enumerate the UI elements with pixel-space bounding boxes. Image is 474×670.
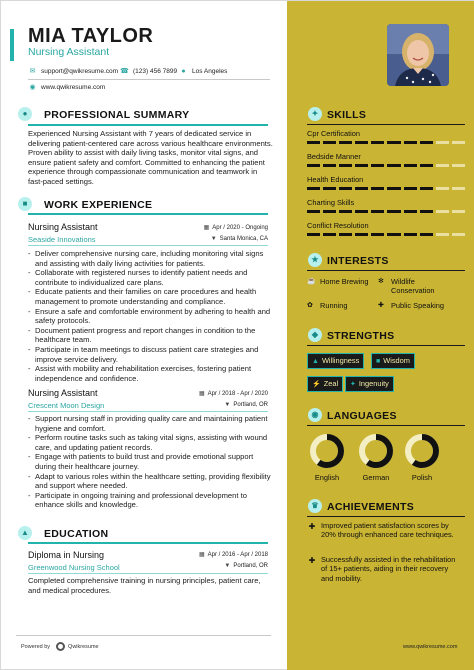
pawprint-icon: ✿: [307, 302, 313, 309]
skill-level-segment: [339, 233, 352, 236]
interest-item: [307, 277, 368, 286]
footer-divider: [16, 635, 271, 636]
skill-level-segment: [307, 141, 320, 144]
calendar-icon: ▦: [198, 552, 205, 558]
strength-badge: [345, 376, 394, 392]
skill-level-segment: [404, 141, 417, 144]
skill-level-segment: [436, 141, 449, 144]
interests-icon: ★: [308, 253, 322, 267]
strength-label: Zeal: [323, 379, 339, 388]
skill-level-segment: [355, 187, 368, 190]
job-1-bullet: - Participate in team meetings to discuss patient care strategies and improve service delivery.: [28, 345, 273, 364]
interest-item: [378, 277, 458, 295]
skill-level-segment: [355, 141, 368, 144]
strength-label: Ingenuity: [358, 379, 389, 388]
job-2-location-text: Portland, OR: [233, 402, 268, 408]
job-2-dates: [181, 390, 268, 397]
skill-level-segment: [355, 164, 368, 167]
experience-heading: WORK EXPERIENCE: [44, 199, 153, 211]
strength-label: Wisdom: [383, 356, 410, 365]
contact-divider: [28, 79, 270, 80]
education-dates: [181, 551, 268, 558]
skill-level-bar: [307, 233, 465, 236]
skill-level-segment: [436, 210, 449, 213]
job-1-title: Nursing Assistant: [28, 222, 98, 232]
footer-powered-text: Powered by: [21, 643, 51, 650]
summary-heading-rule: [28, 124, 268, 126]
job-2-rule: [28, 411, 268, 412]
language-label: English: [314, 473, 340, 482]
strength-badge: [307, 376, 343, 392]
lightbulb-icon: ✦: [308, 107, 322, 121]
skill-level-bar: [307, 141, 465, 144]
interest-label: Home Brewing: [320, 277, 369, 286]
skill-level-segment: [307, 164, 320, 167]
skill-level-segment: [436, 164, 449, 167]
job-2-company: Crescent Moon Design: [28, 401, 105, 410]
education-dates-text: Apr / 2016 - Apr / 2018: [207, 552, 268, 558]
skill-level-segment: [387, 210, 400, 213]
website-contact[interactable]: [28, 83, 105, 92]
skill-name: Charting Skills: [307, 198, 355, 207]
skill-level-segment: [339, 187, 352, 190]
skill-level-segment: [452, 141, 465, 144]
languages-heading-rule: [307, 425, 465, 426]
skill-level-segment: [371, 141, 384, 144]
job-2-bullet: - Adapt to various roles within the healthcare setting, providing flexibility and support where needed.: [28, 472, 273, 491]
summary-heading: PROFESSIONAL SUMMARY: [44, 109, 190, 121]
trophy-icon: ♛: [308, 499, 322, 513]
skill-level-segment: [339, 141, 352, 144]
job-2-title: Nursing Assistant: [28, 388, 98, 398]
achievement-bullet-icon: ✚: [308, 556, 316, 565]
job-1-bullet: - Educate patients and their families on care procedures and health management to promote understanding and compliance.: [28, 287, 273, 306]
location-pin-icon: ●: [181, 68, 186, 75]
job-1-rule: [28, 245, 268, 246]
job-1-bullet: - Document patient progress and report changes in condition to the healthcare team.: [28, 326, 273, 345]
skill-level-segment: [323, 164, 336, 167]
skill-level-segment: [339, 210, 352, 213]
strengths-heading-rule: [307, 345, 465, 346]
thumbs-up-icon: ▲: [312, 358, 319, 365]
book-icon: ■: [376, 358, 381, 365]
email-text: support@qwikresume.com: [41, 68, 119, 75]
job-2-location: [191, 402, 268, 408]
skill-name: Cpr Certification: [307, 129, 360, 138]
location-pin-icon: ▼: [210, 236, 217, 242]
job-1-bullet: - Assist with mobility and rehabilitation exercises, fostering patient independence and confidence.: [28, 364, 273, 383]
strength-label: Willingness: [321, 356, 360, 365]
summary-user-icon: ●: [18, 107, 32, 121]
skill-level-segment: [387, 164, 400, 167]
achievement-text: Improved patient satisfaction scores by 20% through enhanced care techniques.: [321, 521, 454, 540]
phone-text: (123) 456 7899: [133, 68, 178, 75]
job-1-bullet: - Deliver comprehensive nursing care, including monitoring vital signs and assisting with daily living activities for patients.: [28, 249, 273, 268]
website-text: www.qwikresume.com: [41, 84, 106, 91]
skill-level-segment: [420, 233, 433, 236]
globe-icon: ◉: [29, 84, 36, 91]
job-2-bullet: - Perform routine tasks such as taking vital signs, assisting with wound care, and updating patient records.: [28, 433, 273, 452]
profile-photo-illustration: [387, 24, 449, 86]
strengths-heading: STRENGTHS: [327, 330, 395, 342]
skill-level-segment: [371, 210, 384, 213]
job-1-location-text: Santa Monica, CA: [219, 236, 268, 242]
strengths-icon: ◆: [308, 328, 322, 342]
interests-heading: INTERESTS: [327, 255, 389, 267]
job-1-location: [191, 236, 268, 242]
job-1-bullet: - Collaborate with registered nurses to identify patient needs and contribute to individualized care plans.: [28, 268, 273, 287]
skill-level-segment: [323, 187, 336, 190]
mug-icon: ☕: [307, 278, 316, 285]
email-icon: ✉: [29, 68, 36, 75]
skill-level-segment: [355, 233, 368, 236]
skill-level-segment: [371, 164, 384, 167]
language-label: German: [362, 473, 390, 482]
interest-item: [378, 301, 444, 310]
interest-item: [307, 301, 348, 310]
job-2-bullet: - Participate in ongoing training and professional development to enhance skills and knowledge.: [28, 491, 273, 510]
graduation-cap-icon: ▲: [18, 526, 32, 540]
paw-icon: ✻: [378, 278, 384, 285]
briefcase-icon: ■: [18, 197, 32, 211]
footer-powered-by[interactable]: [21, 642, 99, 651]
job-1-bullet: - Ensure a safe and comfortable environment by adhering to health and safety protocols.: [28, 307, 273, 326]
experience-heading-rule: [28, 213, 268, 215]
job-2-dates-text: Apr / 2018 - Apr / 2020: [207, 391, 268, 397]
skill-level-segment: [387, 141, 400, 144]
qwikresume-logo-icon: [56, 642, 65, 651]
skill-level-segment: [387, 233, 400, 236]
interests-heading-rule: [307, 270, 465, 271]
candidate-name: MIA TAYLOR: [28, 25, 154, 47]
skill-level-bar: [307, 210, 465, 213]
education-rule: [28, 573, 268, 574]
skills-heading: SKILLS: [327, 109, 367, 121]
bolt-icon: ⚡: [312, 381, 321, 388]
skill-level-segment: [420, 164, 433, 167]
education-degree: Diploma in Nursing: [28, 550, 105, 560]
skill-level-segment: [371, 233, 384, 236]
job-2-bullet: - Support nursing staff in providing quality care and maintaining patient hygiene and comfort.: [28, 414, 273, 433]
skill-level-segment: [452, 164, 465, 167]
profile-photo: [387, 24, 449, 86]
interest-label: Public Speaking: [391, 301, 445, 310]
skill-level-segment: [307, 233, 320, 236]
achievements-heading-rule: [307, 516, 465, 517]
lightbulb-icon: ✦: [350, 381, 356, 388]
job-1-dates-text: Apr / 2020 - Ongoing: [212, 225, 268, 231]
strength-badge: [307, 353, 364, 369]
skill-level-bar: [307, 164, 465, 167]
language-label: Polish: [411, 473, 433, 482]
skill-level-segment: [452, 187, 465, 190]
job-1-company: Seaside Innovations: [28, 235, 96, 244]
summary-text: Experienced Nursing Assistant with 7 years of dedicated service in delivering patient-centered care across various healthcare environments. Proven ability to assist with daily living tasks, monitor vital signs, and ensure patient safety and comfort. Committed to enhancing the patient experience through compassionate communication and teamwork in fast-paced settings.: [28, 129, 273, 186]
location-text: Los Angeles: [192, 68, 228, 75]
candidate-role: Nursing Assistant: [28, 46, 110, 58]
calendar-icon: ▦: [203, 225, 210, 231]
strength-badge: [371, 353, 415, 369]
skill-level-segment: [420, 141, 433, 144]
skill-level-segment: [404, 164, 417, 167]
job-1-bullets: [28, 249, 273, 383]
skill-level-segment: [355, 210, 368, 213]
calendar-icon: ▦: [198, 391, 205, 397]
header-accent-bar: [10, 29, 14, 61]
skill-level-segment: [452, 210, 465, 213]
skills-heading-rule: [307, 124, 465, 125]
languages-heading: LANGUAGES: [327, 410, 397, 422]
skill-level-segment: [404, 233, 417, 236]
education-description: Completed comprehensive training in nursing principles, patient care, and medical procedures.: [28, 576, 261, 595]
skill-level-segment: [307, 210, 320, 213]
skill-level-bar: [307, 187, 465, 190]
education-school: Greenwood Nursing School: [28, 563, 120, 572]
skill-level-segment: [371, 187, 384, 190]
job-2-bullet: - Engage with patients to build trust and provide emotional support during their healthcare journey.: [28, 452, 273, 471]
skill-level-segment: [420, 210, 433, 213]
location-contact: [179, 67, 227, 76]
location-pin-icon: ▼: [224, 563, 231, 569]
skill-level-segment: [436, 187, 449, 190]
language-level-donuts: [301, 431, 471, 471]
job-1-dates: [191, 224, 268, 231]
achievement-text: Successfully assisted in the rehabilitation of 15+ patients, aiding in their recovery and mobility.: [321, 555, 456, 583]
skill-name: Conflict Resolution: [307, 221, 369, 230]
globe-icon: ◉: [308, 408, 322, 422]
skill-level-segment: [452, 233, 465, 236]
phone-icon: ☎: [120, 68, 129, 75]
skill-level-segment: [323, 141, 336, 144]
education-location: [191, 563, 268, 569]
education-location-text: Portland, OR: [233, 563, 268, 569]
skill-level-segment: [387, 187, 400, 190]
footer-brand: Qwikresume: [68, 643, 99, 650]
job-2-bullets: [28, 414, 273, 510]
skill-level-segment: [436, 233, 449, 236]
microphone-icon: ✚: [378, 302, 384, 309]
skill-name: Health Education: [307, 175, 364, 184]
skill-level-segment: [323, 233, 336, 236]
footer-url[interactable]: www.qwikresume.com: [403, 644, 458, 650]
education-heading-rule: [28, 542, 268, 544]
interest-label: Wildlife Conservation: [391, 277, 435, 295]
phone-contact: [120, 67, 177, 76]
location-pin-icon: ▼: [224, 402, 231, 408]
skill-level-segment: [404, 210, 417, 213]
interest-label: Running: [320, 301, 348, 310]
achievements-heading: ACHIEVEMENTS: [327, 501, 415, 513]
skill-level-segment: [420, 187, 433, 190]
skill-name: Bedside Manner: [307, 152, 361, 161]
education-heading: EDUCATION: [44, 528, 109, 540]
skill-level-segment: [339, 164, 352, 167]
skill-level-segment: [404, 187, 417, 190]
email-contact[interactable]: [28, 67, 118, 76]
skill-level-segment: [323, 210, 336, 213]
skill-level-segment: [307, 187, 320, 190]
achievement-bullet-icon: ✚: [308, 522, 316, 531]
